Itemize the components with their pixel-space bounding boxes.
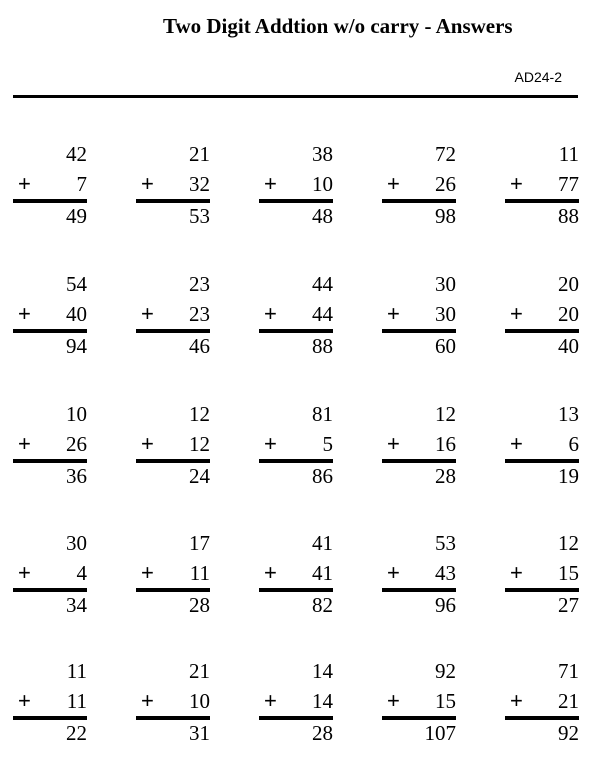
- plus-sign: +: [387, 301, 400, 326]
- answer: 40: [558, 334, 579, 358]
- answer: 88: [312, 334, 333, 358]
- sum-line: [13, 588, 87, 592]
- second-addend: 15: [435, 689, 456, 713]
- answer: 27: [558, 593, 579, 617]
- addition-problem: [136, 402, 214, 497]
- addition-problem: [382, 142, 460, 237]
- answer: 49: [66, 204, 87, 228]
- plus-sign: +: [141, 171, 154, 196]
- second-addend: 16: [435, 432, 456, 456]
- first-addend: 21: [189, 142, 210, 166]
- addition-problem: [259, 142, 337, 237]
- answer: 96: [435, 593, 456, 617]
- sum-line: [259, 716, 333, 720]
- sum-line: [382, 716, 456, 720]
- second-addend: 11: [189, 561, 210, 585]
- second-addend: 44: [312, 302, 333, 326]
- second-addend: 15: [558, 561, 579, 585]
- first-addend: 71: [558, 659, 579, 683]
- plus-sign: +: [510, 171, 523, 196]
- first-addend: 12: [558, 531, 579, 555]
- second-addend: 14: [312, 689, 333, 713]
- first-addend: 14: [312, 659, 333, 683]
- second-addend: 26: [435, 172, 456, 196]
- addition-problem: [382, 659, 460, 754]
- addition-problem: [382, 272, 460, 367]
- sum-line: [136, 329, 210, 333]
- answer: 28: [312, 721, 333, 745]
- addition-problem: [136, 659, 214, 754]
- plus-sign: +: [264, 560, 277, 585]
- first-addend: 44: [312, 272, 333, 296]
- sum-line: [136, 199, 210, 203]
- addition-problem: [136, 142, 214, 237]
- addition-problem: [13, 402, 91, 497]
- first-addend: 13: [558, 402, 579, 426]
- second-addend: 26: [66, 432, 87, 456]
- answer: 86: [312, 464, 333, 488]
- second-addend: 32: [189, 172, 210, 196]
- addition-problem: [13, 531, 91, 626]
- answer: 94: [66, 334, 87, 358]
- addition-problem: [259, 531, 337, 626]
- answer: 88: [558, 204, 579, 228]
- first-addend: 11: [66, 659, 87, 683]
- answer: 34: [66, 593, 87, 617]
- plus-sign: +: [141, 688, 154, 713]
- first-addend: 12: [435, 402, 456, 426]
- plus-sign: +: [264, 688, 277, 713]
- plus-sign: +: [18, 688, 31, 713]
- second-addend: 23: [189, 302, 210, 326]
- answer: 92: [558, 721, 579, 745]
- plus-sign: +: [18, 301, 31, 326]
- second-addend: 10: [189, 689, 210, 713]
- answer: 31: [189, 721, 210, 745]
- sum-line: [505, 459, 579, 463]
- second-addend: 77: [558, 172, 579, 196]
- first-addend: 92: [435, 659, 456, 683]
- second-addend: 12: [189, 432, 210, 456]
- addition-problem: [505, 402, 583, 497]
- sum-line: [505, 588, 579, 592]
- answer: 24: [189, 464, 210, 488]
- sum-line: [382, 588, 456, 592]
- sum-line: [259, 199, 333, 203]
- first-addend: 10: [66, 402, 87, 426]
- first-addend: 12: [189, 402, 210, 426]
- addition-problem: [136, 531, 214, 626]
- first-addend: 38: [312, 142, 333, 166]
- answer: 28: [189, 593, 210, 617]
- answer: 82: [312, 593, 333, 617]
- addition-problem: [259, 402, 337, 497]
- addition-problem: [136, 272, 214, 367]
- sum-line: [13, 459, 87, 463]
- first-addend: 20: [558, 272, 579, 296]
- sum-line: [136, 588, 210, 592]
- answer: 53: [189, 204, 210, 228]
- second-addend: 30: [435, 302, 456, 326]
- addition-problem: [505, 142, 583, 237]
- worksheet-code: AD24-2: [514, 69, 562, 85]
- addition-problem: [382, 531, 460, 626]
- plus-sign: +: [510, 431, 523, 456]
- plus-sign: +: [510, 301, 523, 326]
- addition-problem: [505, 659, 583, 754]
- second-addend: 41: [312, 561, 333, 585]
- plus-sign: +: [141, 301, 154, 326]
- addition-problem: [13, 659, 91, 754]
- first-addend: 42: [66, 142, 87, 166]
- second-addend: 7: [76, 172, 87, 196]
- plus-sign: +: [18, 171, 31, 196]
- sum-line: [13, 199, 87, 203]
- plus-sign: +: [510, 560, 523, 585]
- plus-sign: +: [387, 688, 400, 713]
- answer: 19: [558, 464, 579, 488]
- second-addend: 20: [558, 302, 579, 326]
- sum-line: [382, 459, 456, 463]
- second-addend: 21: [558, 689, 579, 713]
- first-addend: 17: [189, 531, 210, 555]
- first-addend: 30: [435, 272, 456, 296]
- first-addend: 11: [558, 142, 579, 166]
- first-addend: 54: [66, 272, 87, 296]
- answer: 22: [66, 721, 87, 745]
- plus-sign: +: [18, 560, 31, 585]
- sum-line: [505, 716, 579, 720]
- addition-problem: [259, 272, 337, 367]
- sum-line: [382, 329, 456, 333]
- page-title: Two Digit Addtion w/o carry - Answers: [163, 14, 513, 38]
- second-addend: 6: [568, 432, 579, 456]
- plus-sign: +: [141, 560, 154, 585]
- second-addend: 4: [76, 561, 87, 585]
- sum-line: [505, 329, 579, 333]
- answer: 36: [66, 464, 87, 488]
- plus-sign: +: [387, 560, 400, 585]
- sum-line: [505, 199, 579, 203]
- sum-line: [259, 329, 333, 333]
- sum-line: [382, 199, 456, 203]
- second-addend: 43: [435, 561, 456, 585]
- answer: 46: [189, 334, 210, 358]
- second-addend: 11: [66, 689, 87, 713]
- first-addend: 72: [435, 142, 456, 166]
- sum-line: [136, 459, 210, 463]
- addition-problem: [259, 659, 337, 754]
- first-addend: 81: [312, 402, 333, 426]
- answer: 60: [435, 334, 456, 358]
- second-addend: 5: [322, 432, 333, 456]
- second-addend: 10: [312, 172, 333, 196]
- first-addend: 53: [435, 531, 456, 555]
- first-addend: 21: [189, 659, 210, 683]
- addition-problem: [13, 142, 91, 237]
- answer: 48: [312, 204, 333, 228]
- plus-sign: +: [264, 301, 277, 326]
- sum-line: [13, 329, 87, 333]
- first-addend: 23: [189, 272, 210, 296]
- answer: 28: [435, 464, 456, 488]
- first-addend: 41: [312, 531, 333, 555]
- addition-problem: [382, 402, 460, 497]
- sum-line: [259, 459, 333, 463]
- addition-problem: [505, 531, 583, 626]
- plus-sign: +: [18, 431, 31, 456]
- plus-sign: +: [264, 431, 277, 456]
- second-addend: 40: [66, 302, 87, 326]
- sum-line: [136, 716, 210, 720]
- plus-sign: +: [387, 431, 400, 456]
- answer: 107: [424, 721, 456, 745]
- sum-line: [259, 588, 333, 592]
- sum-line: [13, 716, 87, 720]
- plus-sign: +: [387, 171, 400, 196]
- addition-problem: [505, 272, 583, 367]
- first-addend: 30: [66, 531, 87, 555]
- answer: 98: [435, 204, 456, 228]
- plus-sign: +: [510, 688, 523, 713]
- plus-sign: +: [264, 171, 277, 196]
- plus-sign: +: [141, 431, 154, 456]
- addition-problem: [13, 272, 91, 367]
